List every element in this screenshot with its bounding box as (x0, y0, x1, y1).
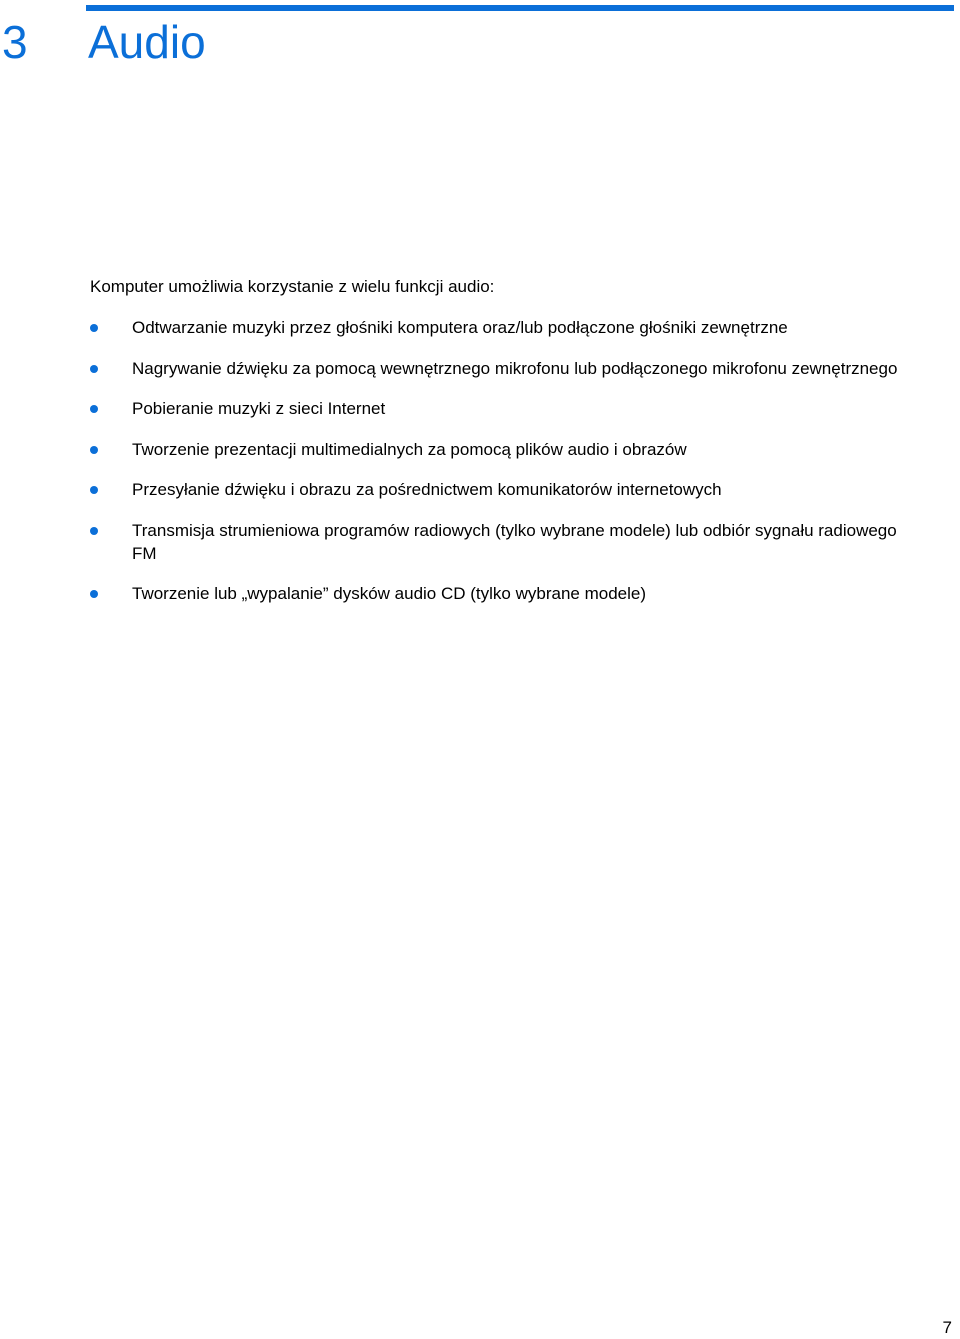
list-item-text: Tworzenie prezentacji multimedialnych za pomocą plików audio i obrazów (132, 439, 687, 459)
chapter-number: 3 (2, 16, 28, 68)
list-item-text: Pobieranie muzyki z sieci Internet (132, 399, 386, 418)
chapter-top-rule (86, 5, 954, 11)
list-item (90, 316, 920, 339)
list-item-text: Tworzenie lub „wypalanie” dysków audio CD (tylko wybrane modele) (132, 584, 647, 603)
list-item (90, 478, 920, 501)
page-number: 7 (942, 1318, 952, 1337)
intro-paragraph: Komputer umożliwia korzystanie z wielu funkcji audio: (90, 277, 495, 296)
list-item (90, 397, 920, 420)
list-item-text: Odtwarzanie muzyki przez głośniki komputera oraz/lub podłączone głośniki zewnętrzne (132, 318, 788, 337)
chapter-title: Audio (88, 16, 206, 68)
bullet-dot-icon (90, 405, 98, 413)
bullet-dot-icon (90, 486, 98, 494)
list-item (90, 438, 920, 461)
bullet-dot-icon (90, 365, 98, 373)
bullet-dot-icon (90, 590, 98, 598)
list-item-text: Przesyłanie dźwięku i obrazu za pośrednictwem komunikatorów internetowych (132, 480, 722, 499)
list-item-text: Nagrywanie dźwięku za pomocą wewnętrznego mikrofonu lub podłączonego mikrofonu zewnętrznego (132, 358, 898, 378)
list-item-text: Transmisja strumieniowa programów radiowych (tylko wybrane modele) lub odbiór sygnału radiowego FM (132, 520, 897, 563)
feature-list (90, 316, 920, 623)
list-item (90, 582, 920, 605)
bullet-dot-icon (90, 446, 98, 454)
list-item (90, 357, 920, 380)
bullet-dot-icon (90, 527, 98, 535)
bullet-dot-icon (90, 324, 98, 332)
list-item (90, 519, 920, 565)
